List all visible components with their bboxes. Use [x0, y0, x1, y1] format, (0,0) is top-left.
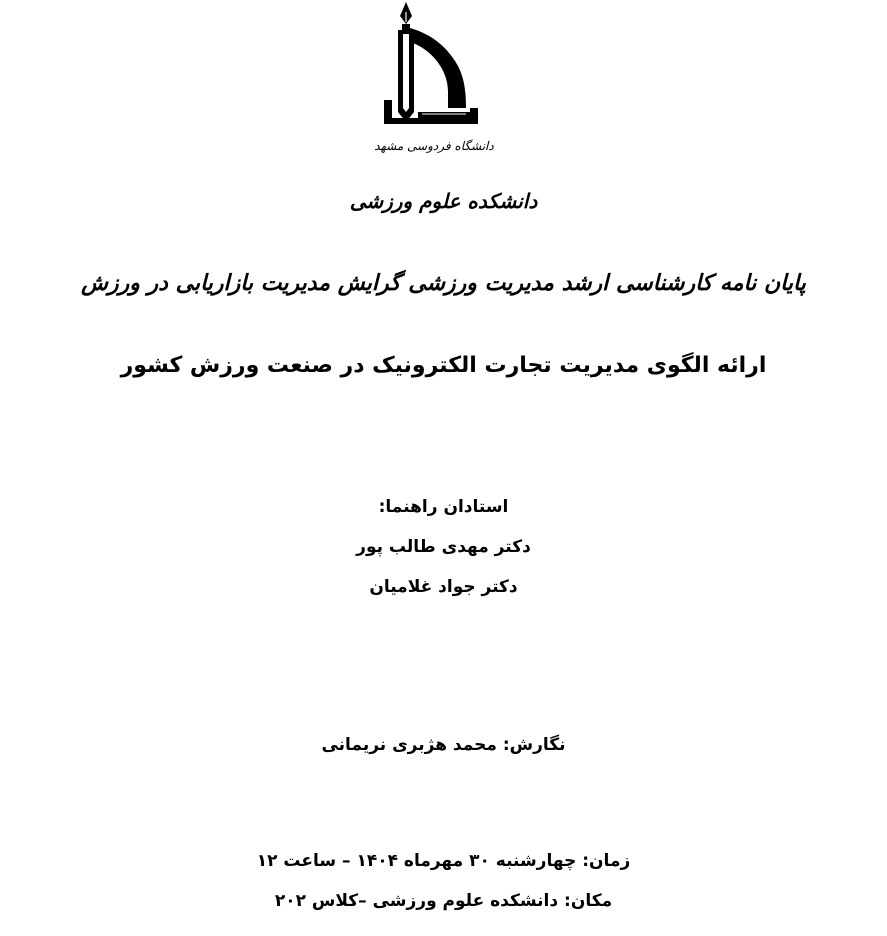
ferdowsi-university-logo	[370, 0, 500, 160]
advisor-name: دکتر جواد غلامیان	[369, 577, 518, 597]
defense-time: زمان: چهارشنبه ۳۰ مهرماه ۱۴۰۴ – ساعت ۱۲	[256, 851, 631, 871]
advisors-label: استادان راهنما:	[378, 497, 509, 517]
logo-caption: دانشگاه فردوسی مشهد	[374, 139, 494, 153]
thesis-title: ارائه الگوی مدیریت تجارت الکترونیک در صنعت ورزش کشور	[120, 353, 767, 378]
degree-program: پایان نامه کارشناسی ارشد مدیریت ورزشی گرایش مدیریت بازاریابی در ورزش	[81, 270, 806, 296]
faculty-name: دانشکده علوم ورزشی	[349, 189, 538, 213]
author-line: نگارش: محمد هژبری نریمانی	[321, 735, 566, 755]
advisor-name: دکتر مهدی طالب پور	[356, 537, 531, 557]
defense-location: مکان: دانشکده علوم ورزشی –کلاس ۲۰۲	[274, 891, 613, 911]
